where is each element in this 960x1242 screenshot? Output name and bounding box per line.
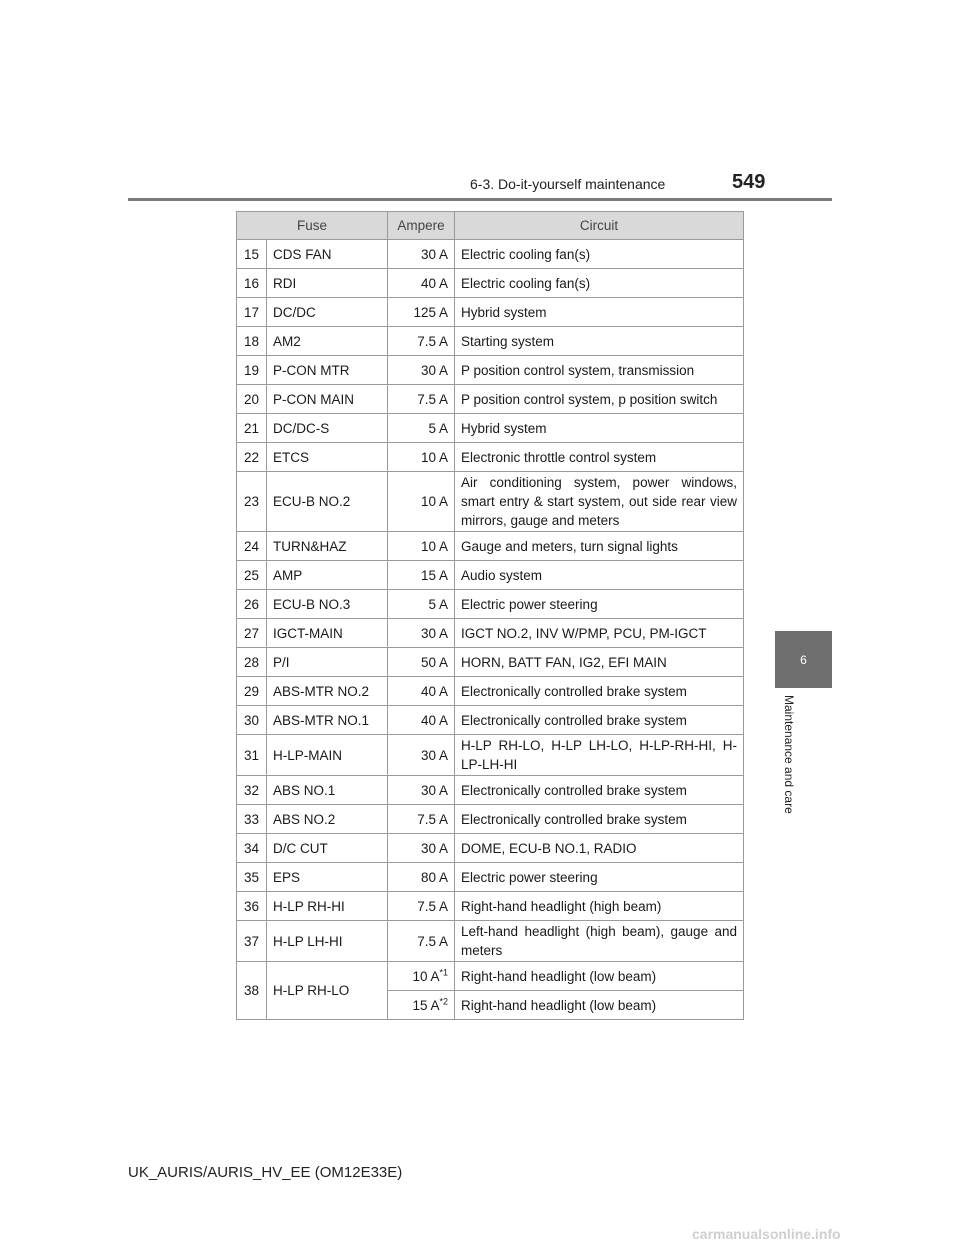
fuse-circuit: H-LP RH-LO, H-LP LH-LO, H-LP-RH-HI, H-LP-LH-HI [455,735,744,776]
fuse-number: 36 [237,892,267,921]
fuse-circuit: Hybrid system [455,298,744,327]
table-row [237,706,744,735]
fuse-name: DC/DC [267,298,388,327]
table-row [237,892,744,921]
ampere-value: 10 A [412,968,440,984]
table-row [237,443,744,472]
fuse-circuit: P position control system, transmission [455,356,744,385]
fuse-number: 37 [237,921,267,962]
table-row [237,327,744,356]
table-row [237,385,744,414]
table-row [237,677,744,706]
fuse-circuit: Left-hand headlight (high beam), gauge and meters [455,921,744,962]
fuse-circuit: Electric cooling fan(s) [455,240,744,269]
fuse-ampere: 40 A [388,269,455,298]
fuse-name: H-LP RH-LO [267,962,388,1020]
fuse-circuit: Electronically controlled brake system [455,805,744,834]
fuse-ampere: 7.5 A [388,385,455,414]
fuse-number: 29 [237,677,267,706]
fuse-ampere: 125 A [388,298,455,327]
fuse-number: 38 [237,962,267,1020]
fuse-circuit: DOME, ECU-B NO.1, RADIO [455,834,744,863]
fuse-ampere: 40 A [388,706,455,735]
fuse-ampere: 40 A [388,677,455,706]
fuse-name: P-CON MAIN [267,385,388,414]
fuse-ampere [388,991,455,1020]
fuse-number: 16 [237,269,267,298]
fuse-ampere: 7.5 A [388,892,455,921]
fuse-name: ECU-B NO.2 [267,472,388,532]
header-circuit: Circuit [455,212,744,240]
fuse-circuit: Electronically controlled brake system [455,776,744,805]
table-row [237,834,744,863]
fuse-name: AM2 [267,327,388,356]
fuse-name: H-LP-MAIN [267,735,388,776]
fuse-name: AMP [267,561,388,590]
fuse-circuit: Electric power steering [455,863,744,892]
fuse-circuit: P position control system, p position switch [455,385,744,414]
table-row [237,240,744,269]
fuse-name: ABS NO.1 [267,776,388,805]
fuse-circuit: Electric power steering [455,590,744,619]
fuse-ampere: 30 A [388,356,455,385]
fuse-name: P/I [267,648,388,677]
fuse-name: H-LP RH-HI [267,892,388,921]
chapter-tab [775,631,832,688]
table-row [237,356,744,385]
fuse-name: P-CON MTR [267,356,388,385]
fuse-number: 27 [237,619,267,648]
fuse-ampere: 30 A [388,240,455,269]
table-row [237,414,744,443]
fuse-number: 15 [237,240,267,269]
fuse-circuit: Electric cooling fan(s) [455,269,744,298]
fuse-circuit: Right-hand headlight (high beam) [455,892,744,921]
fuse-name: H-LP LH-HI [267,921,388,962]
table-row [237,921,744,962]
fuse-ampere: 10 A [388,443,455,472]
fuse-ampere: 5 A [388,590,455,619]
fuse-number: 20 [237,385,267,414]
fuse-number: 18 [237,327,267,356]
fuse-name: CDS FAN [267,240,388,269]
fuse-number: 17 [237,298,267,327]
fuse-number: 32 [237,776,267,805]
fuse-name: ECU-B NO.3 [267,590,388,619]
fuse-number: 21 [237,414,267,443]
fuse-table [236,211,744,1020]
chapter-number: 6 [800,652,807,667]
fuse-name: DC/DC-S [267,414,388,443]
document-code: UK_AURIS/AURIS_HV_EE (OM12E33E) [128,1164,403,1181]
fuse-number: 26 [237,590,267,619]
fuse-name: TURN&HAZ [267,532,388,561]
fuse-number: 24 [237,532,267,561]
table-row [237,561,744,590]
fuse-number: 19 [237,356,267,385]
table-row [237,590,744,619]
chapter-title: Maintenance and care [782,695,796,814]
fuse-name: ABS NO.2 [267,805,388,834]
fuse-ampere [388,962,455,991]
fuse-circuit: IGCT NO.2, INV W/PMP, PCU, PM-IGCT [455,619,744,648]
table-row [237,805,744,834]
fuse-ampere: 10 A [388,472,455,532]
table-row [237,776,744,805]
fuse-number: 34 [237,834,267,863]
footnote-marker: *1 [439,967,449,977]
fuse-ampere: 50 A [388,648,455,677]
fuse-ampere: 80 A [388,863,455,892]
header-divider [128,198,832,201]
table-row [237,962,744,991]
fuse-ampere: 30 A [388,776,455,805]
fuse-name: IGCT-MAIN [267,619,388,648]
fuse-ampere: 7.5 A [388,805,455,834]
table-row [237,735,744,776]
fuse-ampere: 30 A [388,619,455,648]
fuse-number: 23 [237,472,267,532]
fuse-number: 33 [237,805,267,834]
fuse-ampere: 5 A [388,414,455,443]
watermark: carmanualsonline.info [692,1226,841,1242]
fuse-name: D/C CUT [267,834,388,863]
fuse-ampere: 30 A [388,735,455,776]
fuse-circuit: Gauge and meters, turn signal lights [455,532,744,561]
table-row [237,298,744,327]
fuse-table-body [237,240,744,1020]
fuse-number: 28 [237,648,267,677]
table-row [237,472,744,532]
fuse-number: 31 [237,735,267,776]
fuse-name: ETCS [267,443,388,472]
fuse-ampere: 30 A [388,834,455,863]
section-title: 6-3. Do-it-yourself maintenance [470,176,666,192]
fuse-circuit: Starting system [455,327,744,356]
fuse-circuit: Electronically controlled brake system [455,706,744,735]
fuse-circuit: Electronically controlled brake system [455,677,744,706]
page-number: 549 [732,171,766,193]
fuse-ampere: 7.5 A [388,921,455,962]
fuse-ampere: 10 A [388,532,455,561]
fuse-ampere: 15 A [388,561,455,590]
fuse-circuit: Audio system [455,561,744,590]
table-row [237,863,744,892]
fuse-number: 30 [237,706,267,735]
header-fuse: Fuse [237,212,388,240]
fuse-name: ABS-MTR NO.1 [267,706,388,735]
fuse-ampere: 7.5 A [388,327,455,356]
fuse-number: 25 [237,561,267,590]
fuse-name: EPS [267,863,388,892]
fuse-circuit: Hybrid system [455,414,744,443]
table-row [237,269,744,298]
fuse-circuit: HORN, BATT FAN, IG2, EFI MAIN [455,648,744,677]
table-row [237,648,744,677]
ampere-value: 15 A [412,997,440,1013]
fuse-circuit: Right-hand headlight (low beam) [455,991,744,1020]
table-header-row [237,212,744,240]
fuse-circuit: Right-hand headlight (low beam) [455,962,744,991]
fuse-name: ABS-MTR NO.2 [267,677,388,706]
fuse-circuit: Air conditioning system, power windows, smart entry & start system, out side rear view mirrors, gauge and meters [455,472,744,532]
fuse-number: 22 [237,443,267,472]
table-row [237,619,744,648]
fuse-name: RDI [267,269,388,298]
fuse-number: 35 [237,863,267,892]
header-ampere: Ampere [388,212,455,240]
footnote-marker: *2 [439,996,449,1006]
fuse-circuit: Electronic throttle control system [455,443,744,472]
table-row [237,532,744,561]
